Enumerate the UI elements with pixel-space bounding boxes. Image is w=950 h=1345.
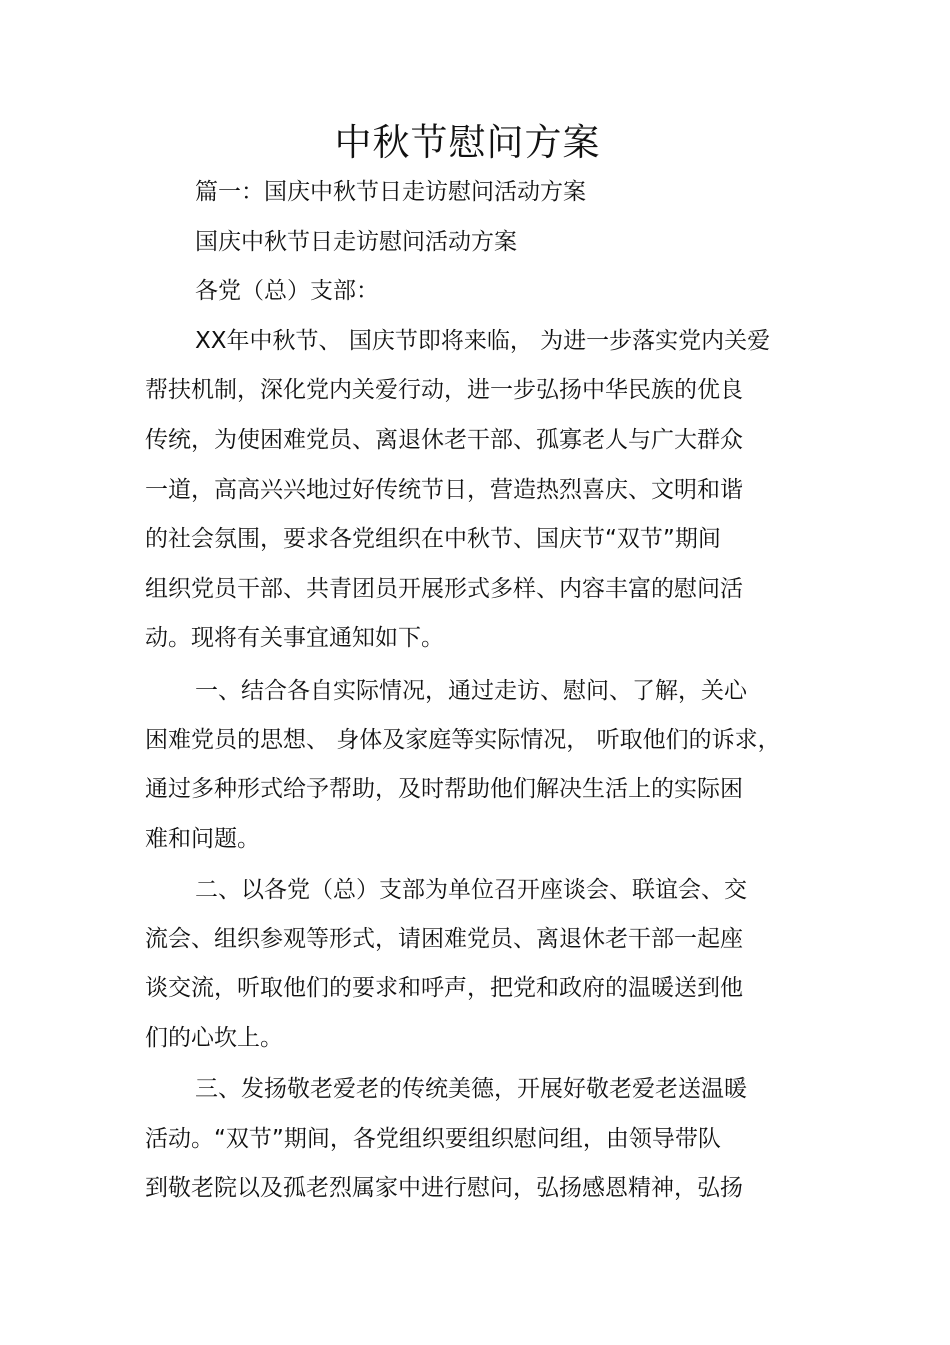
paragraph-1-line-7: 动。现将有关事宜通知如下。: [145, 625, 444, 651]
paragraph-1-line-5: 的社会氛围，要求各党组织在中秋节、国庆节“双节”期间: [145, 526, 721, 552]
paragraph-2-line-3: 通过多种形式给予帮助，及时帮助他们解决生活上的实际困: [145, 776, 743, 802]
paragraph-2-line-2: 困难党员的思想、 身体及家庭等实际情况， 听取他们的诉求，: [145, 727, 781, 753]
document-title: 中秋节慰问方案: [334, 121, 601, 164]
paragraph-3-line-3: 谈交流，听取他们的要求和呼声，把党和政府的温暖送到他: [145, 975, 743, 1001]
paragraph-2-line-1: 一、结合各自实际情况，通过走访、慰问、了解，关心: [195, 678, 747, 704]
document-subtitle: 国庆中秋节日走访慰问活动方案: [195, 229, 517, 255]
paragraph-2-line-4: 难和问题。: [145, 826, 260, 852]
salutation: 各党（总）支部：: [195, 278, 379, 304]
paragraph-4-line-3: 到敬老院以及孤老烈属家中进行慰问，弘扬感恩精神，弘扬: [145, 1175, 743, 1201]
paragraph-3-line-2: 流会、组织参观等形式，请困难党员、离退休老干部一起座: [145, 926, 743, 952]
paragraph-3-line-1: 二、以各党（总）支部为单位召开座谈会、联谊会、交: [195, 877, 747, 903]
paragraph-1-line-6: 组织党员干部、共青团员开展形式多样、内容丰富的慰问活: [145, 576, 743, 602]
paragraph-4-line-2: 活动。“双节”期间，各党组织要组织慰问组，由领导带队: [145, 1126, 721, 1152]
section-heading: 篇一：国庆中秋节日走访慰问活动方案: [195, 179, 586, 205]
paragraph-1-line-2: 帮扶机制，深化党内关爱行动，进一步弘扬中华民族的优良: [145, 377, 743, 403]
paragraph-1-line-4: 一道，高高兴兴地过好传统节日，营造热烈喜庆、文明和谐: [145, 477, 743, 503]
paragraph-1-line-3: 传统，为使困难党员、离退休老干部、孤寡老人与广大群众: [145, 427, 743, 453]
paragraph-3-line-4: 们的心坎上。: [145, 1025, 283, 1051]
paragraph-1-line-1: XX年中秋节、 国庆节即将来临， 为进一步落实党内关爱: [195, 328, 771, 354]
paragraph-4-line-1: 三、发扬敬老爱老的传统美德，开展好敬老爱老送温暖: [195, 1076, 747, 1102]
